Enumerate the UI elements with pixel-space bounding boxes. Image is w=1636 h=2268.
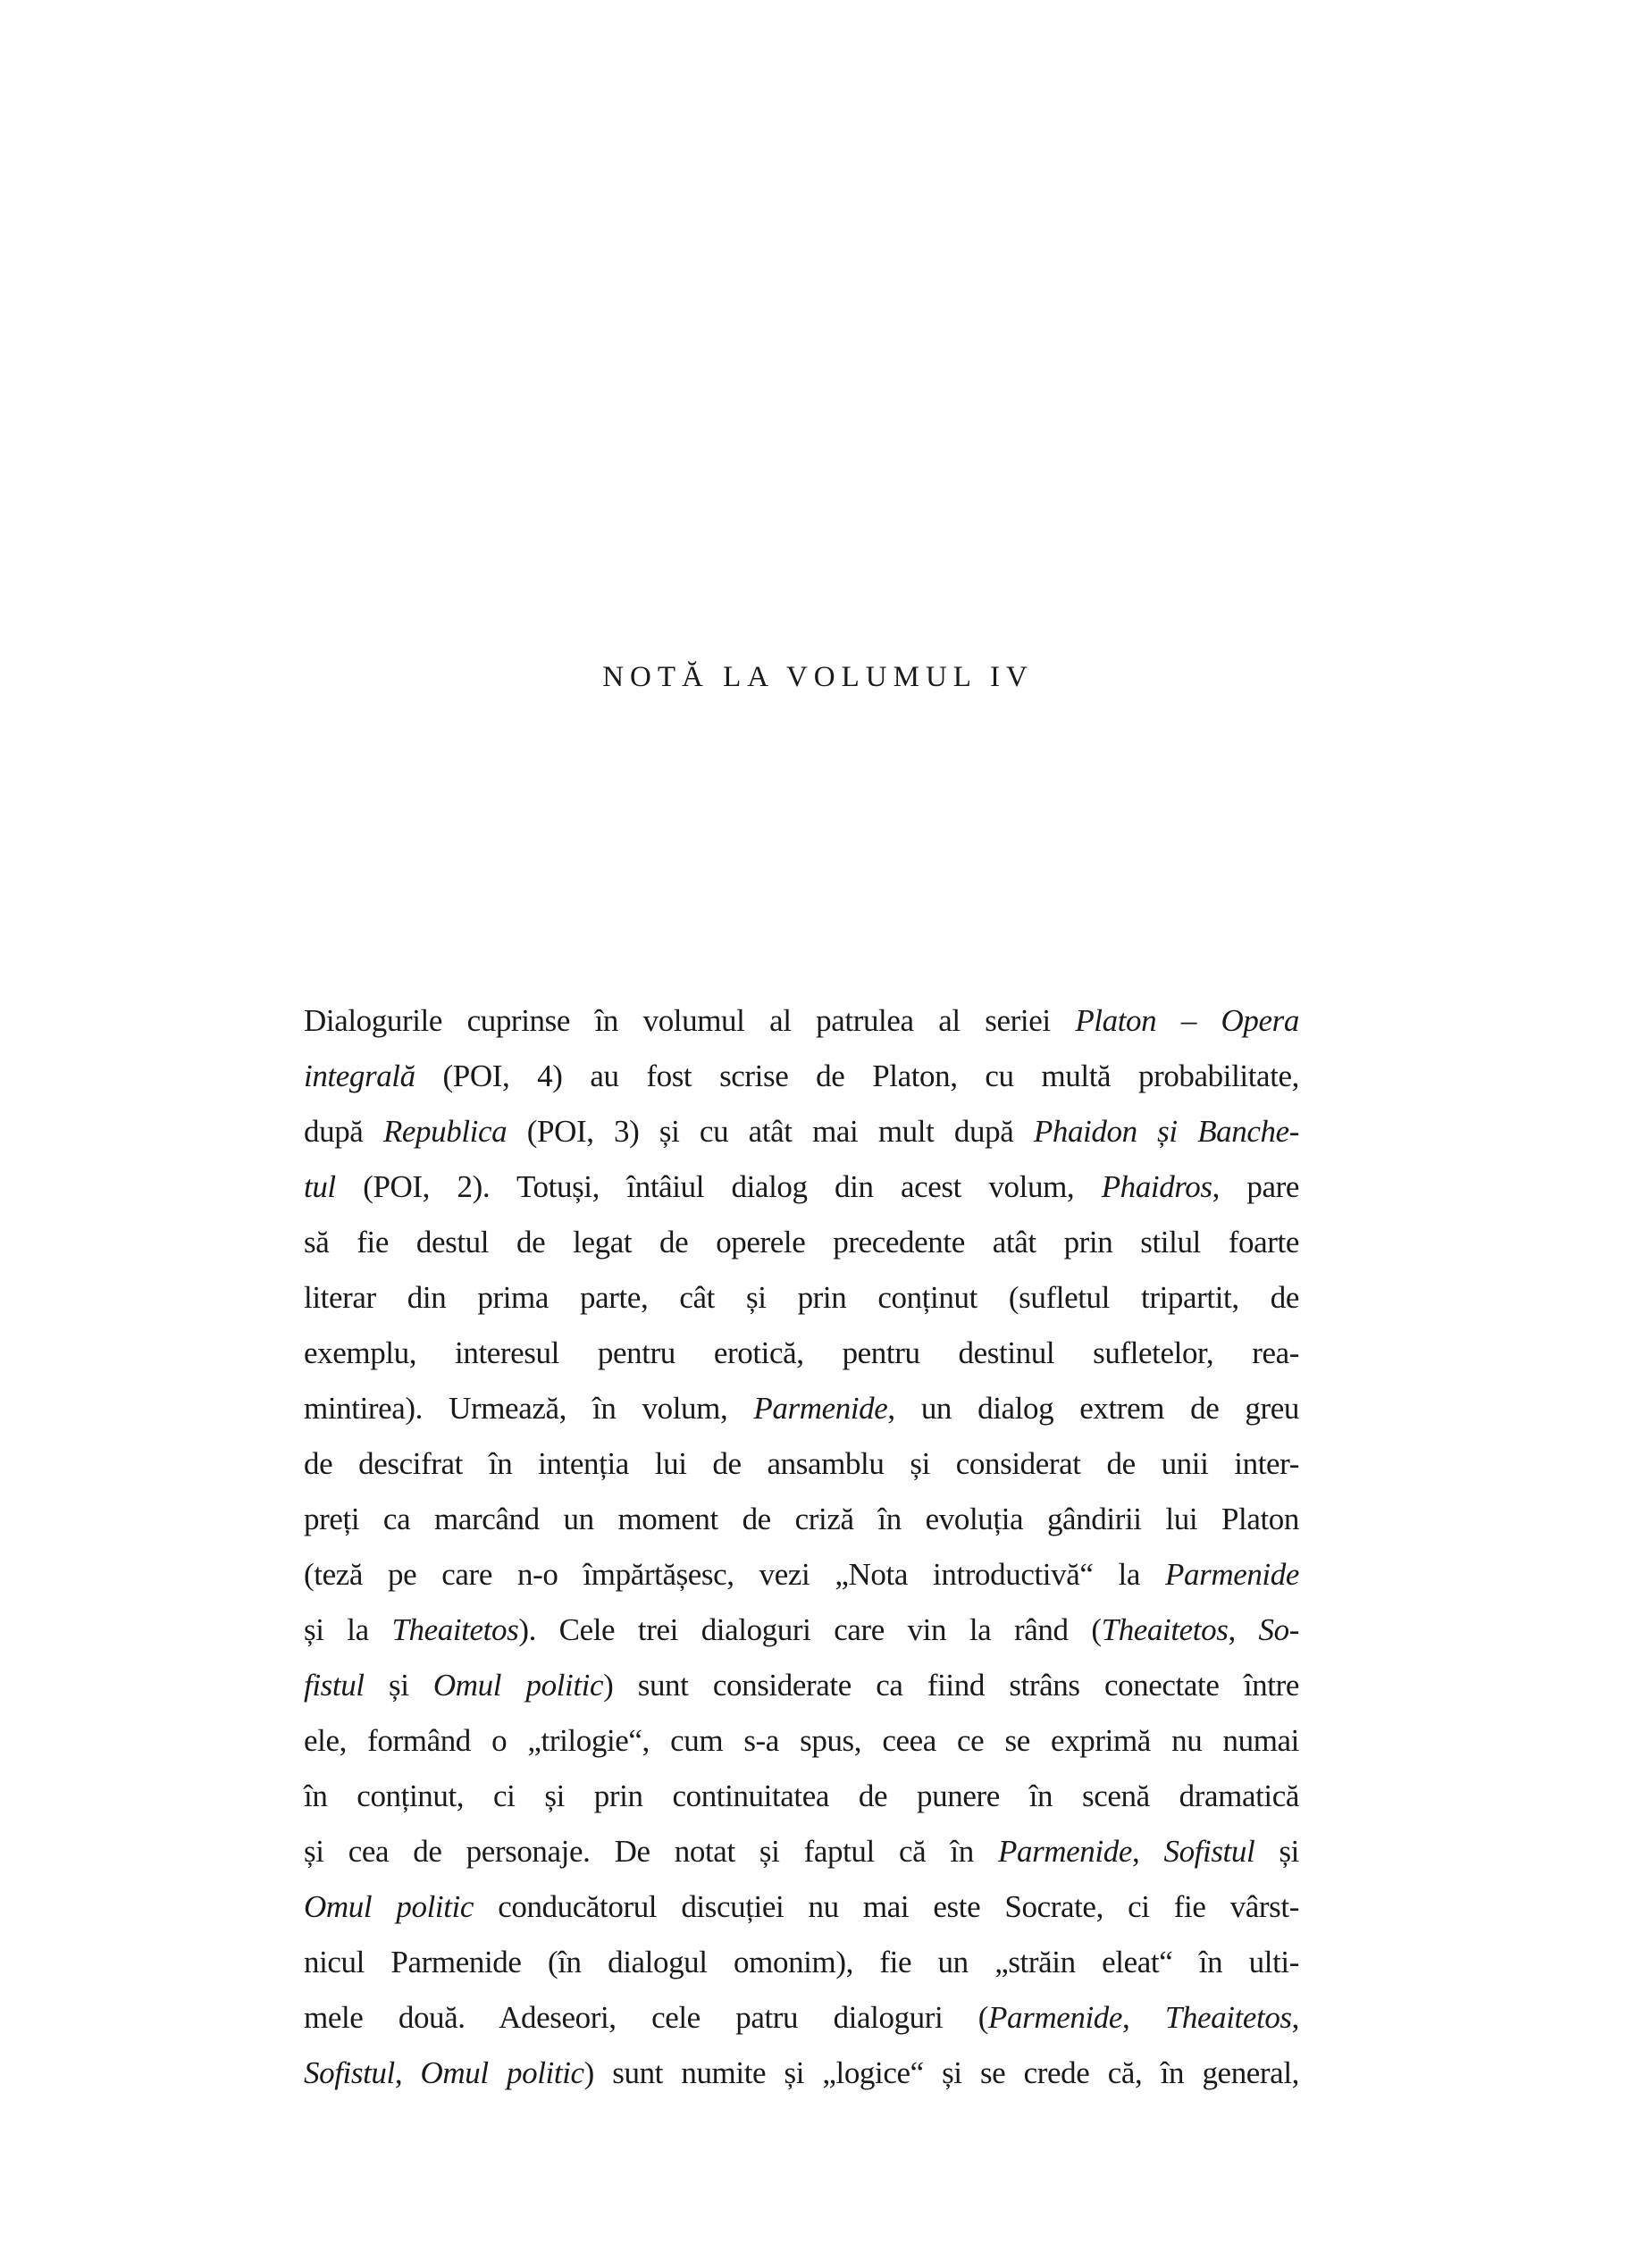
italic-title-text: integrală — [304, 1059, 415, 1093]
text-line — [304, 1658, 1299, 1713]
text-line — [304, 1215, 1299, 1270]
italic-title-text: Parmenide — [1165, 1557, 1299, 1592]
text-segment: , un dialog extrem de greu — [887, 1391, 1299, 1426]
text-line — [304, 1713, 1299, 1769]
text-segment: de descifrat în intenția lui de ansamblu și considerat de unii inter- — [304, 1446, 1299, 1481]
text-segment: și — [1254, 1834, 1299, 1869]
italic-title-text: Omul politic — [304, 1889, 474, 1924]
text-segment: literar din prima parte, cât și prin conținut (sufletul tripartit, de — [304, 1280, 1299, 1315]
text-segment: să fie destul de legat de operele precedente atât prin stilul foarte — [304, 1225, 1299, 1260]
text-segment: mele două. Adeseori, cele patru dialoguri ( — [304, 2000, 989, 2035]
text-segment: , — [1122, 2000, 1165, 2035]
text-segment: , — [1291, 2000, 1300, 2035]
italic-title-text: Sofistul — [1163, 1834, 1255, 1869]
italic-title-text: tul — [304, 1169, 336, 1204]
italic-title-text: Theaitetos — [1101, 1612, 1229, 1647]
text-segment: Dialogurile cuprinse în volumul al patrulea al seriei — [304, 1003, 1076, 1038]
text-line — [304, 993, 1299, 1049]
text-segment: ) sunt considerate ca fiind strâns conectate între — [603, 1668, 1299, 1703]
italic-title-text: fistul — [304, 1668, 365, 1703]
text-line — [304, 2046, 1299, 2101]
text-segment: și la — [304, 1612, 392, 1647]
italic-title-text: Theaitetos — [1164, 2000, 1292, 2035]
italic-title-text: Parmenide — [988, 2000, 1123, 2035]
text-segment: nicul Parmenide (în dialogul omonim), fie un „străin eleat“ în ulti- — [304, 1945, 1299, 1979]
text-segment: mintirea). Urmează, în volum, — [304, 1391, 754, 1426]
text-line — [304, 1381, 1299, 1436]
text-segment: ele, formând o „trilogie“, cum s-a spus, ceea ce se exprimă nu numai — [304, 1723, 1299, 1758]
text-line — [304, 1935, 1299, 1990]
text-segment: conducătorul discuției nu mai este Socrate, ci fie vârst- — [474, 1889, 1299, 1924]
text-segment: ). Cele trei dialoguri care vin la rând ( — [518, 1612, 1102, 1647]
text-line — [304, 1104, 1299, 1159]
text-line — [304, 1436, 1299, 1492]
italic-title-text: So- — [1258, 1612, 1300, 1647]
text-line — [304, 1603, 1299, 1658]
text-segment: (POI, 4) au fost scrise de Platon, cu multă probabilitate, — [415, 1059, 1299, 1093]
text-segment: exemplu, interesul pentru erotică, pentru destinul sufletelor, rea- — [304, 1335, 1299, 1370]
italic-title-text: Platon – Opera — [1075, 1003, 1299, 1038]
italic-title-text: Phaidros — [1101, 1169, 1212, 1204]
text-segment: în conținut, ci și prin continuitatea de punere în scenă dramatică — [304, 1778, 1299, 1813]
italic-title-text: Parmenide — [753, 1391, 888, 1426]
text-line — [304, 1824, 1299, 1879]
body-text — [304, 993, 1299, 2101]
text-line — [304, 1049, 1299, 1104]
text-line — [304, 1879, 1299, 1935]
text-segment: , pare — [1212, 1169, 1299, 1204]
text-segment: după — [304, 1114, 383, 1149]
text-line — [304, 1769, 1299, 1824]
text-line — [304, 1270, 1299, 1326]
text-segment: (POI, 3) și cu atât mai mult după — [507, 1114, 1034, 1149]
text-line — [304, 1159, 1299, 1215]
text-segment: , — [394, 2055, 421, 2090]
text-line — [304, 1547, 1299, 1603]
italic-title-text: Republica — [382, 1114, 508, 1149]
text-segment: , — [1228, 1612, 1259, 1647]
italic-title-text: Omul politic — [432, 1668, 604, 1703]
italic-title-text: Phaidon și Banche- — [1033, 1114, 1300, 1149]
text-segment: (POI, 2). Totuși, întâiul dialog din acest volum, — [335, 1169, 1102, 1204]
text-segment: și — [364, 1668, 433, 1703]
text-segment: , — [1131, 1834, 1164, 1869]
text-line — [304, 1326, 1299, 1381]
page-title: NOTĂ LA VOLUMUL IV — [602, 661, 1034, 694]
italic-title-text: Theaitetos — [391, 1612, 519, 1647]
text-segment: (teză pe care n-o împărtășesc, vezi „Nota introductivă“ la — [304, 1557, 1166, 1592]
italic-title-text: Parmenide — [997, 1834, 1132, 1869]
text-segment: ) sunt numite și „logice“ și se crede că, în general, — [583, 2055, 1299, 2090]
text-segment: și cea de personaje. De notat și faptul că în — [304, 1834, 998, 1869]
italic-title-text: Omul politic — [420, 2055, 584, 2090]
text-segment: preți ca marcând un moment de criză în evoluția gândirii lui Platon — [304, 1502, 1299, 1536]
italic-title-text: Sofistul — [304, 2055, 395, 2090]
text-line — [304, 1990, 1299, 2046]
text-line — [304, 1492, 1299, 1547]
